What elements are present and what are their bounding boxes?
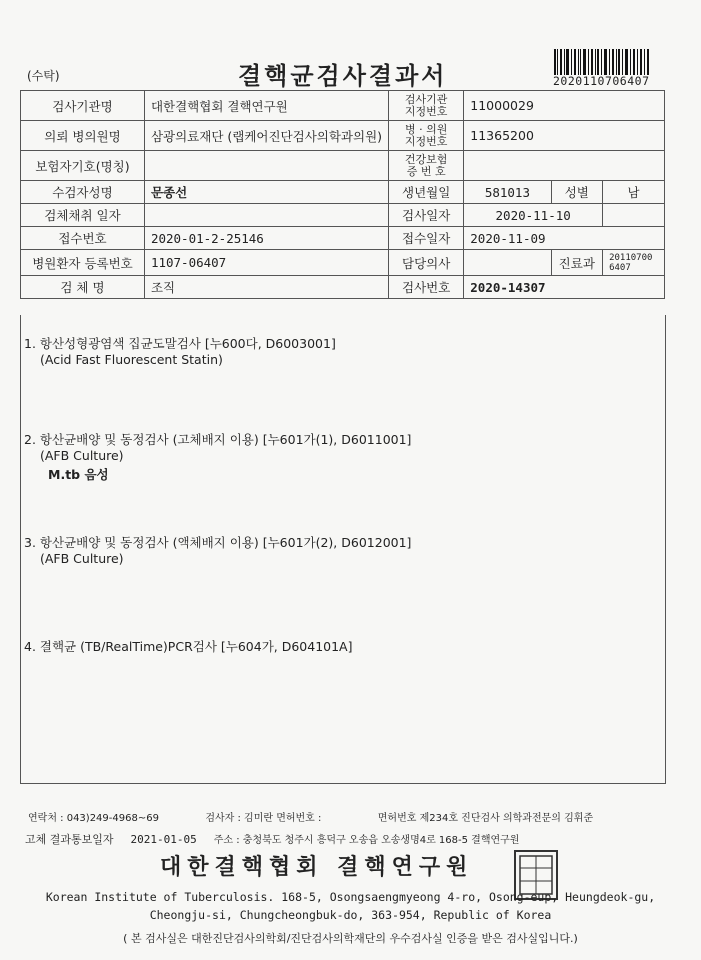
report-date: 2021-01-05 xyxy=(130,833,197,846)
label-institution: 검사기관명 xyxy=(21,91,145,121)
test-item xyxy=(24,637,353,655)
label-insurance-no: 건강보험 증 번 호 xyxy=(389,151,464,181)
value-patient-registration: 1107-06407 xyxy=(144,250,388,276)
barcode-icon xyxy=(554,49,650,75)
test-item xyxy=(24,430,411,463)
patient-info-table xyxy=(20,90,665,299)
label-birthdate: 생년월일 xyxy=(389,181,464,204)
value-receipt-number: 2020-01-2-25146 xyxy=(144,227,388,250)
value-birthdate: 581013 xyxy=(464,181,551,204)
address-en-line2: Cheongju-si, Chungcheongbuk-do, 363-954, Republic of Korea xyxy=(149,908,552,922)
label-patient-registration: 병원환자 등록번호 xyxy=(21,250,145,276)
document-title: 결핵균검사결과서 xyxy=(238,62,448,90)
label-department: 진료과 xyxy=(551,250,603,276)
value-collection-date xyxy=(144,204,388,227)
label-hospital-id: 병 · 의원 지정번호 xyxy=(389,121,464,151)
test-title: 3. 항산균배양 및 동정검사 (액체배지 이용) [누601가(2), D6012001] xyxy=(24,535,412,550)
value-institution-id: 11000029 xyxy=(464,91,665,121)
test-title: 2. 항산균배양 및 동정검사 (고체배지 이용) [누601가(1), D6011001] xyxy=(24,432,412,447)
footer-report-line xyxy=(25,831,519,847)
value-receipt-date: 2020-11-09 xyxy=(464,227,665,250)
test-subtitle: (AFB Culture) xyxy=(40,551,124,566)
document-subtitle: (수탁) xyxy=(27,69,60,83)
label-patient-name: 수검자성명 xyxy=(21,181,145,204)
label-receipt-number: 접수번호 xyxy=(21,227,145,250)
label-receipt-date: 접수일자 xyxy=(389,227,464,250)
footer-contact-line xyxy=(28,809,593,824)
test-result: M.tb 음성 xyxy=(48,467,109,482)
test-item xyxy=(24,334,336,367)
value-insurance-no xyxy=(464,151,665,181)
license: 면허번호 제234호 진단검사 의학과전문의 김휘준 xyxy=(377,813,594,824)
label-specimen: 검 체 명 xyxy=(21,276,145,299)
value-specimen: 조직 xyxy=(144,276,388,299)
label-sex: 성별 xyxy=(551,181,603,204)
value-referring-hospital: 삼광의료재단 (랩케어진단검사의학과의원) xyxy=(144,121,388,151)
value-test-date: 2020-11-10 xyxy=(464,204,603,227)
value-hospital-id: 11365200 xyxy=(464,121,665,151)
institute-name: 대한결핵협회 결핵연구원 xyxy=(160,855,474,880)
test-subtitle: (AFB Culture) xyxy=(40,448,124,463)
value-department: 20110700 6407 xyxy=(603,250,665,276)
certification-note: ( 본 검사실은 대한진단검사의학회/진단검사의학재단의 우수검사실 인증을 받은 검사실입니다.) xyxy=(123,932,578,945)
address-en-line1: Korean Institute of Tuberculosis. 168-5, Osongsaengmyeong 4-ro, Osong-eup, Heungdeok-gu, xyxy=(45,890,656,904)
test-item xyxy=(24,533,411,566)
test-title: 1. 항산성형광염색 집균도말검사 [누600다, D6003001] xyxy=(24,336,336,351)
value-doctor xyxy=(464,250,551,276)
test-title: 4. 결핵균 (TB/RealTime)PCR검사 [누604가, D604101A] xyxy=(24,639,353,654)
value-institution: 대한결핵협회 결핵연구원 xyxy=(144,91,388,121)
report-label: 고체 결과통보일자 xyxy=(25,833,114,846)
label-referring-hospital: 의뢰 병의원명 xyxy=(21,121,145,151)
label-collection-date: 검체채취 일자 xyxy=(21,204,145,227)
label-test-date: 검사일자 xyxy=(389,204,464,227)
barcode-number: 2020110706407 xyxy=(553,74,650,88)
value-sex: 남 xyxy=(603,181,665,204)
examiner: 검사자 : 김미란 면허번호 : xyxy=(205,813,322,824)
value-exam-number: 2020-14307 xyxy=(464,276,665,299)
value-patient-name: 문종선 xyxy=(144,181,388,204)
label-exam-number: 검사번호 xyxy=(389,276,464,299)
test-subtitle: (Acid Fast Fluorescent Statin) xyxy=(40,352,223,367)
value-insurer xyxy=(144,151,388,181)
label-institution-id: 검사기관 지정번호 xyxy=(389,91,464,121)
contact: 연락처 : 043)249-4968~69 xyxy=(28,813,159,824)
address-kr: 주소 : 충청북도 청주시 흥덕구 오송읍 오송생명4로 168-5 결핵연구원 xyxy=(213,835,520,846)
label-insurer: 보험자기호(명칭) xyxy=(21,151,145,181)
label-doctor: 담당의사 xyxy=(389,250,464,276)
